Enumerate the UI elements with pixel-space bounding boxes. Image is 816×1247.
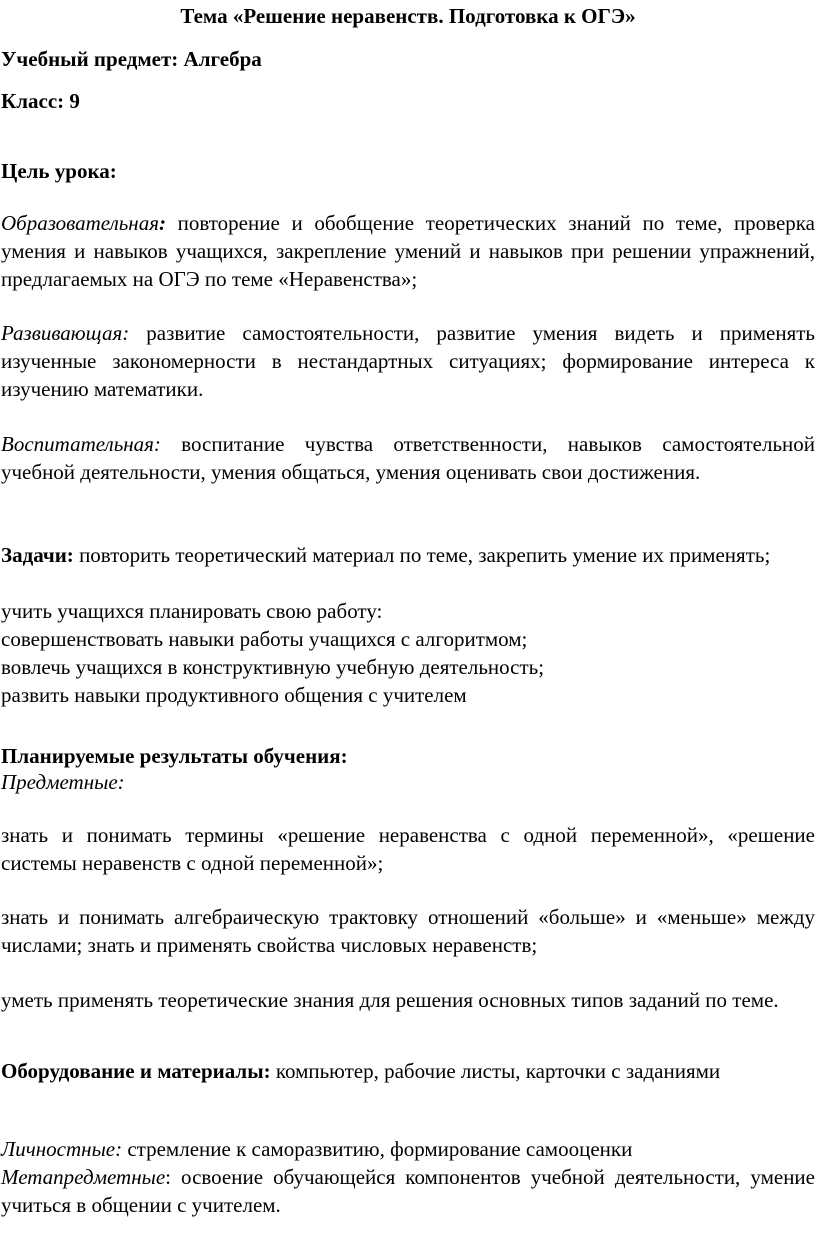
results-heading: Планируемые результаты обучения:	[1, 744, 348, 768]
tasks-item: совершенствовать навыки работы учащихся с алгоритмом;	[1, 627, 528, 651]
goal-developing	[1, 319, 815, 403]
goal-upbringing	[1, 430, 815, 486]
goal-educational-colon: :	[158, 211, 166, 235]
results-subject-label-text: Предметные:	[1, 770, 125, 794]
document-title: Тема «Решение неравенств. Подготовка к ОГЭ»	[180, 4, 636, 28]
equipment-text: компьютер, рабочие листы, карточки с заданиями	[270, 1059, 721, 1083]
metasubject-label: Метапредметные	[1, 1165, 166, 1189]
grade-line: Класс: 9	[1, 89, 80, 113]
personal-label: Личностные:	[1, 1137, 123, 1161]
personal-line	[1, 1135, 815, 1163]
tasks-first-text: повторить теоретический материал по теме, закрепить умение их применять;	[73, 543, 771, 567]
equipment-line	[1, 1057, 815, 1085]
metasubject-line	[1, 1163, 815, 1219]
results-subject-item: знать и понимать термины «решение неравенства с одной переменной», «решение системы неравенств с одной переменной»;	[1, 823, 815, 875]
tasks-first	[1, 541, 815, 569]
results-subject-item: знать и понимать алгебраическую трактовку отношений «больше» и «меньше» между числами; знать и применять свойства числовых неравенств;	[1, 905, 815, 957]
tasks-item: развить навыки продуктивного общения с учителем	[1, 683, 467, 707]
tasks-item: учить учащихся планировать свою работу:	[1, 599, 383, 623]
goal-educational	[1, 209, 815, 293]
goal-upbringing-label: Воспитательная:	[1, 432, 161, 456]
metasubject-text: : освоение обучающейся компонентов учебной деятельности, умение учиться в общении с учителем.	[1, 1165, 815, 1217]
tasks-item: вовлечь учащихся в конструктивную учебную деятельность;	[1, 655, 545, 679]
goal-upbringing-text: воспитание чувства ответственности, навыков самостоятельной учебной деятельности, умения общаться, умения оценивать свои достижения.	[1, 432, 815, 484]
subject-line: Учебный предмет: Алгебра	[1, 47, 262, 71]
tasks-label: Задачи:	[1, 543, 74, 567]
equipment-label: Оборудование и материалы:	[1, 1059, 271, 1083]
goal-educational-text: повторение и обобщение теоретических знаний по теме, проверка умения и навыков учащихся, закрепление умений и навыков при решении упражнений, предлагаемых на ОГЭ по теме «Неравенства»;	[1, 211, 815, 291]
results-subject-label	[1, 768, 815, 796]
goal-educational-label: Образовательная	[1, 211, 159, 235]
personal-text: стремление к саморазвитию, формирование самооценки	[122, 1137, 633, 1161]
goal-heading: Цель урока:	[1, 159, 117, 183]
goal-developing-label: Развивающая:	[1, 321, 130, 345]
goal-developing-text: развитие самостоятельности, развитие умения видеть и применять изученные закономерности в нестандартных ситуациях; формирование интереса к изучению математики.	[1, 321, 815, 401]
results-subject-item: уметь применять теоретические знания для решения основных типов заданий по теме.	[1, 988, 779, 1012]
